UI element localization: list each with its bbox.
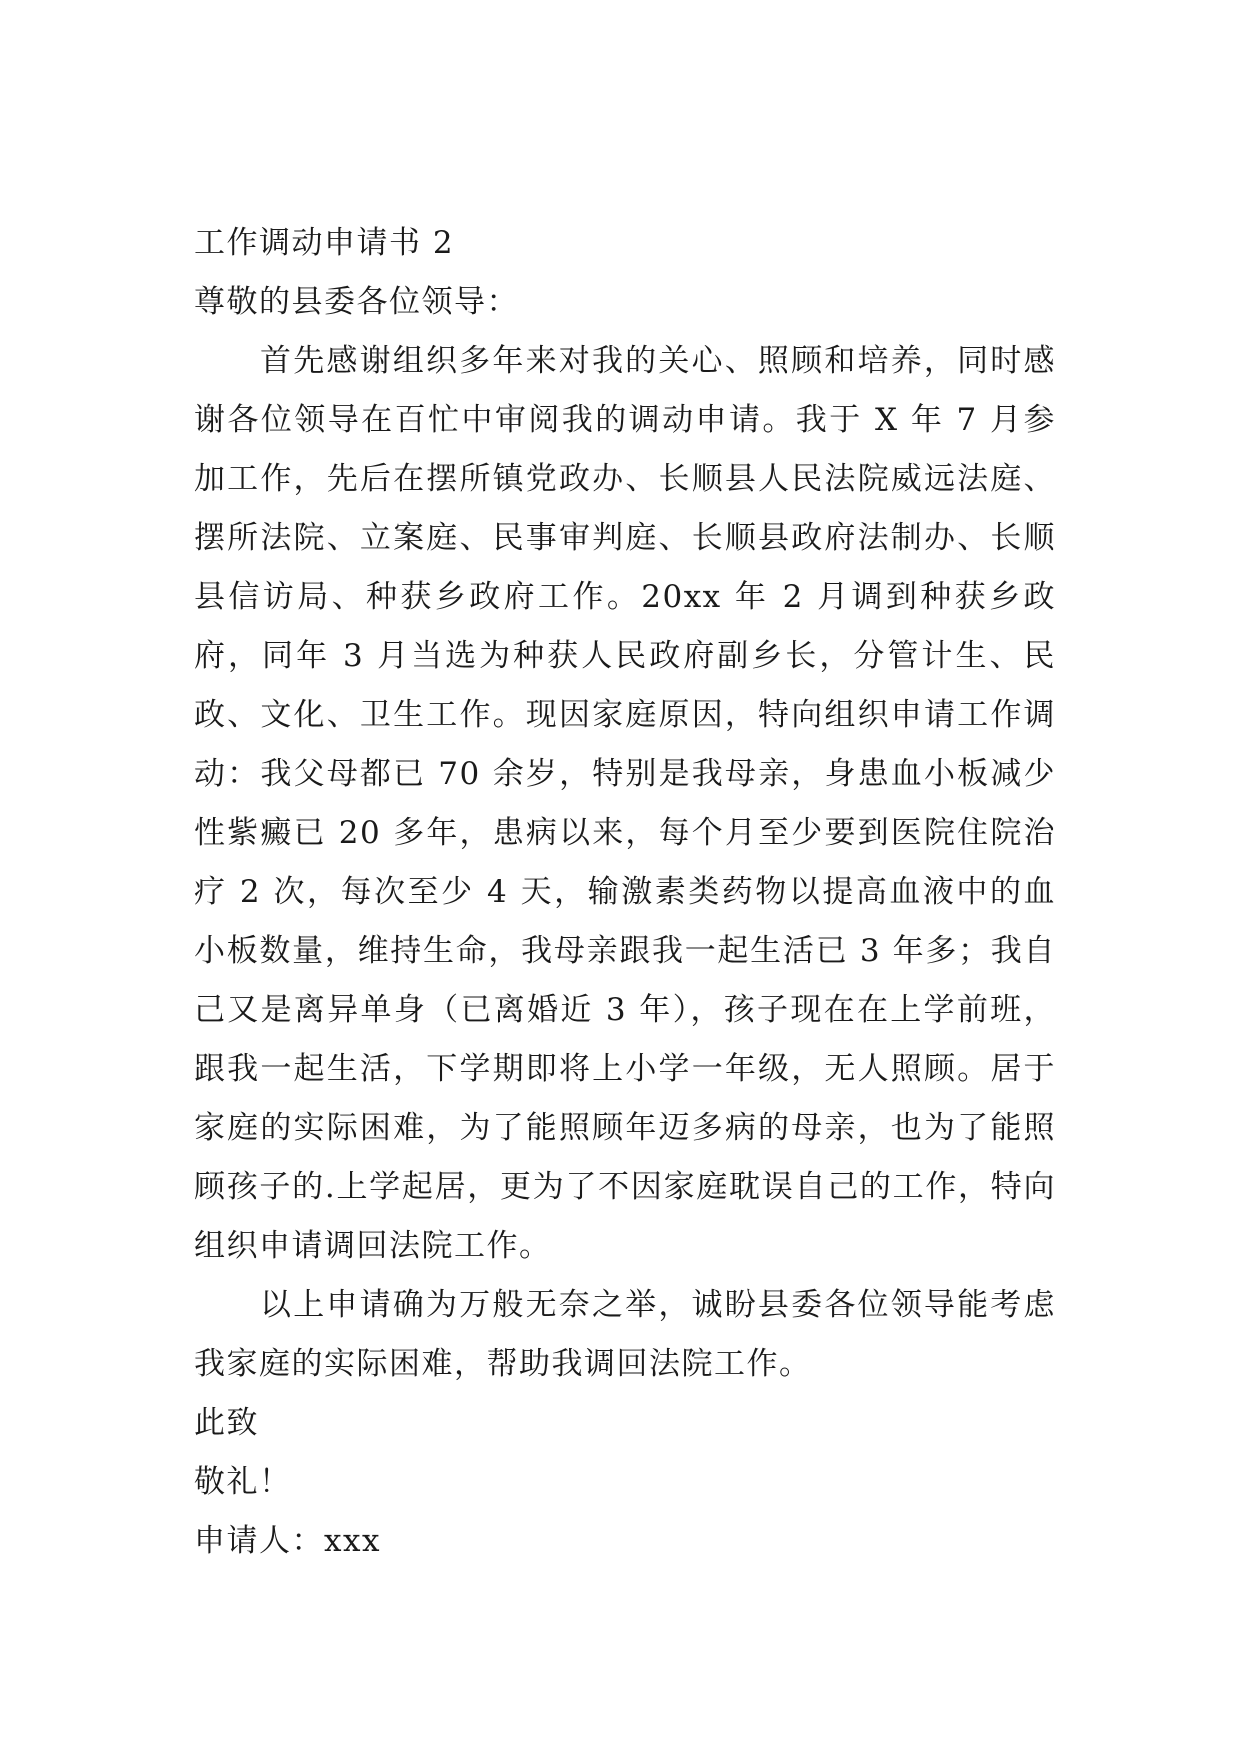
document-title: 工作调动申请书 2 xyxy=(194,225,455,261)
closing-line-2: 敬礼！ xyxy=(194,1464,292,1500)
body-paragraph-1: 首先感谢组织多年来对我的关心、照顾和培养，同时感谢各位领导在百忙中审阅我的调动申请。我于 X 年 7 月参加工作，先后在摆所镇党政办、长顺县人民法院威远法庭、摆所法院、立案庭、民事审判庭、长顺县政府法制办、长顺县信访局、种获乡政府工作。20xx 年 2 月调到种获乡政府，同年 3 月当选为种获人民政府副乡长，分管计生、民政、文化、卫生工作。现因家庭原因，特向组织申请工作调动：我父母都已 70 余岁，特别是我母亲，身患血小板减少性紫癜已 20 多年，患病以来，每个月至少要到医院住院治疗 2 次，每次至少 4 天，输激素类药物以提高血液中的血小板数量，维持生命，我母亲跟我一起生活已 3 年多；我自己又是离异单身（已离婚近 3 年），孩子现在在上学前班，跟我一起生活，下学期即将上小学一年级，无人照顾。居于家庭的实际困难，为了能照顾年迈多病的母亲，也为了能照顾孩子的.上学起居，更为了不因家庭耽误自己的工作，特向组织申请调回法院工作。 xyxy=(194,343,1056,1264)
closing-line-1: 此致 xyxy=(194,1405,259,1441)
salutation: 尊敬的县委各位领导： xyxy=(194,284,519,320)
document-body xyxy=(194,214,1056,1571)
signature-line: 申请人：xxx xyxy=(194,1523,381,1559)
body-paragraph-2: 以上申请确为万般无奈之举，诚盼县委各位领导能考虑我家庭的实际困难，帮助我调回法院工作。 xyxy=(194,1287,1056,1382)
